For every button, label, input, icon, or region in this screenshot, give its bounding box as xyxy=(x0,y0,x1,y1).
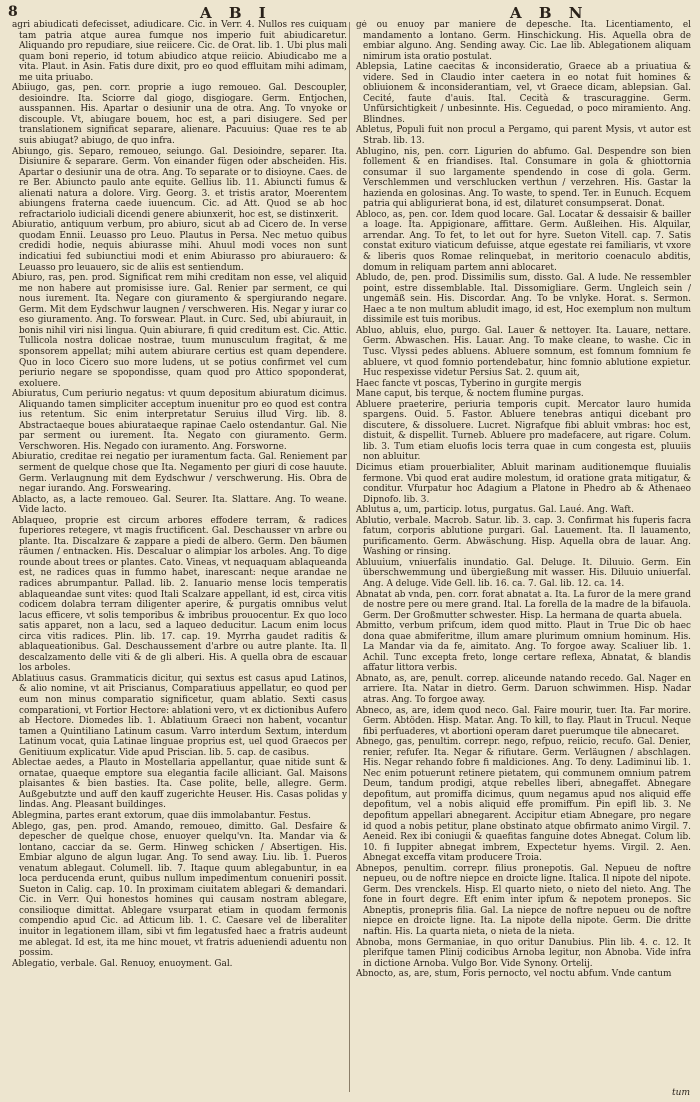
page-number: 8 xyxy=(8,4,18,20)
dictionary-entry: Abiungo, gis. Separo, remoueo, seiungo. Gal. Desioindre, separer. Ita. Disiunire & separare. Germ. Von einander fügen oder abscheiden. His. Apartar o desiunir una de otra. Ang. To separate or to disioyne. Caes. de re Ber. Abiuncto paulo ante equite. Gellius lib. 11. Abiuncti fumus & alienati natura a dolore. Virg. Georg. 3. et tristis arator, Moerentem abiungens fraterna caede iuuencum. Cic. ad Att. Quod se ab hoc refractariolo iudiciali dicendi genere abiunxerit, hoc est, se distinxerit. xyxy=(12,146,347,220)
dictionary-entry: Haec fancte vt poscas, Tyberino in gurgite mergis xyxy=(356,378,582,389)
dictionary-entry: Ablutio, verbale. Macrob. Satur. lib. 3. cap. 3. Confirmat his fuperis facra fatum, corporis ablutione purgari. Gal. Lauement. Ita. Il lauamento, purificamento. Germ. Abwäschung. Hisp. Aquella obra de lauar. Ang. Washing or rinsing. xyxy=(356,515,691,558)
dictionary-entry: Abiuratus, Cum periurio negatus: vt quum depositum abiuratum dicimus. Aliquando tamen simpliciter acceptum inuenitur pro eo quod est contra ius retentum. Sic enim interpretatur Seruius illud Virg. lib. 8. Abstractaeque boues abiurataeque rapinae Caelo ostendantur. Gal. Nie par serment ou iurement. Ita. Negato con giuramento. Germ. Verschworen. His. Negado con iuramento. Ang. Forsworne. xyxy=(12,389,347,452)
dictionary-entry: Mane caput, bis terque, & noctem flumine purgas. xyxy=(356,389,584,400)
dictionary-entry: Abneco, as, are, idem quod neco. Gal. Faire mourir, tuer. Ita. Far morire. Germ. Abtöden. Hisp. Matar. Ang. To kill, to flay. Plaut in Trucul. Neque fibi perfuaderes, vt abortioni operam daret puerumque tile abnecaret. xyxy=(356,705,691,737)
dictionary-entry: Abmitto, verbum prifcum, idem quod mitto. Plaut in True Dic ob haec dona quae abmiferitme, illum amare plurimum omnium hominum. His. La Mandar via da fe, aimitato. Ang. To forgoe away. Scaliuer lib. 1. Achil. Tunc excepta freto, longe certare reflexa, Abnatat, & blandis affatur littora verbis. xyxy=(356,621,691,674)
dictionary-entry: agri abiudicati defecisset, adiudicare. Cic. in Verr. 4. Nullos res cuiquam tam patria atque aurea fumque nos imperio fuit abiudicaretur. Aliquando pro repudiare, siue reiicere. Cic. de Orat. lib. 1. Ubi plus mali quam boni reperio, id totum abiudico atque reiicio. Abiudicabo me a vita. Plaut. in Asin. Fatis dure dixit, pro eo quod effluitam mihi adimam, me uita priuabo. xyxy=(12,20,347,83)
dictionary-entry: Ablaqueo, proprie est circum arbores effodere terram, & radices fuperiores retegere, vt magis fructificent. Gal. Deschausser vn arbre ou plante. Ita. Discalzare & zappare a piedi de albero. Germ. Den bäumen räumen / entnacken. His. Descaluar o alimpiar los arboles. Ang. To dige rounde about trees or plantes. Cato. Vineas, vt nequaquam ablaqueanda est, ne radices quas in fummo habet, inarescant: neque arandae ne radices abrumpantur. Pallad. lib. 2. Ianuario mense locis temperatis ablaqueandae sunt vites: quod Itali Scalzare appellant, id est, circa vitis codicem dolabra terram diligenter aperire, & purgatis omnibus velut lacus efficere, vt solis temporibus & imbribus prouocentur. Ex quo loco satis apparet, non a lacu, sed a laqueo deducitur. Lacum enim locus circa vitis radices. Plin. lib. 17. cap. 19. Myrrha gaudet raditis & ablaqueationibus. Gal. Deschaussement d'arbre ou autre plante. Ita. Il descalzamento delle viti & de gli alberi. His. A quella obra de escauar los arboles. xyxy=(12,515,347,674)
dictionary-entry: Abnatat ab vnda, pen. corr. forat abnatat a. Ita. La furor de la mere grand de nostre pere ou mere grand. Ital. La forella de la madre de la bifauola. Germ. Der Großmutter schwester. Hisp. La hermana de quarta abuela. xyxy=(356,589,691,621)
dictionary-entry: Ablepsia, Latine caecitas & inconsideratio, Graece ab a priuatiua & videre. Sed in Claudio inter caetera in eo notat fuit homines & obliuionem & inconsiderantiam, vel, vt Graece dicam, ablepsian. Gal. Cecité, faute d'auis. Ital. Cecità & trascuraggine. Germ. Unfürsichtigkeit / unbesinnte. His. Ceguedad, o poco miramiento. Ang. Blindnes. xyxy=(356,62,691,125)
catchword: tum xyxy=(672,1088,690,1098)
dictionary-entry: Abnato, as, are, penult. correp. aliceunde natando recedo. Gal. Nager en arriere. Ita. Natar in dietro. Germ. Daruon schwimmen. Hisp. Nadar atras. Ang. To forgoe away. xyxy=(356,673,691,705)
dictionary-entry: Ablutus a, um, particip. lotus, purgatus. Gal. Laué. Ang. Waft. xyxy=(356,505,634,516)
dictionary-entry: Abluuium, vniuerfalis inundatio. Gal. Deluge. It. Diluuio. Germ. Ein überschwemmung und übergießung mit wasser. His. Diluuio uniuerfal. Ang. A deluge. Vide Gell. lib. 16. ca. 7. Gal. lib. 12. ca. 14. xyxy=(356,557,691,589)
dictionary-entry: Ablacto, as, a lacte remoueo. Gal. Seurer. Ita. Slattare. Ang. To weane. Vide lacto. xyxy=(12,494,347,516)
dictionary-entry: Ablegatio, verbale. Gal. Renuoy, enuoyment. Gal. xyxy=(12,958,233,969)
running-head-right: A B N xyxy=(510,4,589,22)
dictionary-entry: Ablegmina, partes erant extorum, quae diis immolabantur. Festus. xyxy=(12,811,311,822)
dictionary-entry: Abnocto, as, are, stum, Foris pernocto, vel noctu abfum. Vnde cantum xyxy=(356,969,672,980)
dictionary-entry: Ablugino, nis, pen. corr. Ligurien do abfumo. Gal. Despendre son bien follement & en friandises. Ital. Consumare in gola & ghiottornia consumar il suo largamente spendendo in cose di gola. Germ. Verschlemmen und verschlucken verthun / verzehren. His. Gastar la hazienda en golosinas. Ang. To waste, to spend. Ter. in Eunuch. Ecquem patria qui abligurierat bona, id est, dilaturet consumpserat. Donat. xyxy=(356,146,691,210)
dictionary-entry: Abiiugo, gas, pen. corr. proprie a iugo remoueo. Gal. Descoupler, desioindre. Ita. Sciorre dal giogo, disgiogare. Germ. Entjochen, ausspannen. His. Apartar o desiunir una de otra. Ang. To vnyoke or discouple. Vt, abiugare bouem, hoc est, a pari disiugere. Sed per translationem significat separare, alienare. Pacuuius: Quae res te ab suis abiugat? abiugo, de quo infra. xyxy=(12,83,347,147)
dictionary-entry: Abiuro, ras, pen. prod. Significat rem mihi creditam non esse, vel aliquid me non habere aut promisisse iure. Gal. Renier par serment, ce qui nous iurement. Ita. Negare con giuramento & spergiurando negare. Germ. Mit dem Eydschwur laugnen / verschweren. His. Negar y iurar co eso giuramento. Ang. To forswear. Plaut. in Curc. Sed, ubi abiurauit, in bonis nihil viri nisi lingua. Quin abiurare, fi quid creditum est. Cic. Attic. Tullicola nostra dolicae nostrae, tuum munusculum fragitat, & me sponsorem appellat; mihi autem abiurare certius est quam dependere. Quo in loco Cicero suo more ludens, ut se potius confirmet vel cum periurio negare se spopondisse, quam quod pro Attico spoponderat, exoluere. xyxy=(12,273,347,389)
dictionary-entry: Abnoba, mons Germaniae, in quo oritur Danubius. Plin lib. 4. c. 12. It plerifque tamen Plinij codicibus Arnoba legitur, non Abnoba. Vide infra in dictione Arnoba. Vulgo Bor. Vide Synony. Ortelij. xyxy=(356,937,691,969)
right-column xyxy=(356,20,691,1095)
dictionary-entry: Abiuratio, creditae rei negatio per iuramentum facta. Gal. Reniement par serment de quelque chose que Ita. Negamento per giuri di cose hauute. Germ. Verlaugnung mit dem Eydschwur / verschwerung. His. Obra de negar iurando. Ang. Forswearing. xyxy=(12,452,347,495)
dictionary-entry: Abiuratio, antiquum verbum, pro abiuro, sicut ab ad Cicero de. In verse quodam Ennii. Leuasso pro Leuo. Plautus in Persa. Nec metuo quibus credidi hodie, nequis abiurasse mihi. Ahuul modi voces non sunt indicatiui fed subiunctiui modi et enim Abiurasso pro abiurauero: & Leuasso pro leuauero, sic de aliis est sentiendum. xyxy=(12,220,347,273)
column-divider xyxy=(349,22,350,1092)
dictionary-entry: Abletus, Populi fuit non procul a Pergamo, qui parent Mysis, vt autor est Strab. lib. 13. xyxy=(356,125,691,147)
dictionary-entry: Abnego, gas, penultim. correpr. nego, refpuo, reiicio, recufo. Gal. Denier, renier, refufer. Ita. Negar & rifiutare. Germ. Verläugnen / abschlagen. His. Negar rehando fobre fi maldiciones. Ang. To deny. Ladiminui lib. 1. Nec enim potuerunt retinere pietatem, qui communem omnium patrem Deum, tandum prodigi, atque rebelles liberi, abnegaffet. Abnegare depofitum, aut promiffa dicimus, quum negamus apud nos aliquid effe depofitum, vel a nobis aliquid effe promiffum. Pin epifl lib. 3. Ne depofitum appellari abnegarent. Accipitur etiam Abnegare, pro negare id quod a nobis petitur, plane obstinato atque obfirmato animo Virgil. 7. Aeneid. Rex ibi coniugii & quaefitas fanguine dotes Abnegat. Colum lib. 10. fi Iuppiter abnegat imbrem, Expectetur hyems. Virgil. 2. Aen. Abnegat exceffa vitam producere Troia. xyxy=(356,737,691,864)
left-column xyxy=(12,20,347,1095)
dictionary-entry: Abludo, de, pen. prod. Dissimilis sum, dissto. Gal. A lude. Ne ressembler point, estre dissemblable. Ital. Dissomigliare. Germ. Ungleich sein / ungemäß sein. His. Discordar. Ang. To be vnlyke. Horat. s. Sermon. Haec a te non multum abludit imago, id est, Hoc exemplum non multum dissimile est tuis moribus. xyxy=(356,273,691,326)
dictionary-entry: Ablatiuus casus. Grammaticis dicitur, qui sextus est casus apud Latinos, & alio nomine, vt ait Priscianus, Comparatiuus appellatur, eo quod per eum non minus comparatio significetur, quam ablatio. Sexti casus comparationi, vt Fortior Hectore: ablationi vero, vt ex dictionibus Aufero ab Hectore. Diomedes lib. 1. Ablatiuum Graeci non habent, vocantur tamen a Quintiliano Latinum casum. Varro interdum Sextum, interdum Latinum vocat, quia Latinae linguae proprius est, uel quod Graecos per Genitiuum explicatur. Vide apud Priscian. lib. 5. cap. de casibus. xyxy=(12,673,347,758)
running-head-left: A B I xyxy=(200,4,272,22)
dictionary-entry: Dicimus etiam prouerbialiter, Abluit marinam auditionemque fluuialis fermone. Vbi quod erat audire molestum, id oratione grata mitigatur, & conditur. Vfurpatur hoc Adagium a Platone in Phedro ab & Athenaeo Dipnofo. lib. 3. xyxy=(356,462,691,505)
dictionary-entry: Abloco, as, pen. cor. Idem quod locare. Gal. Locatar & dessaisir & bailler a loage. Ita. Appigionare, affittare. Germ. Außleihen. His. Alquilar, arrendar. Ang. To fet, to let out for hyre. Sueton Vitell. cap. 7. Satis constat exituro viaticum defuisse, atque egestate rei familiaris, vt vxore & liberis quos Romae relinquebat, in meritorio coenaculo abditis, domum in reliquam partem anni ablocaret. xyxy=(356,209,691,273)
dictionary-entry: Abluo, abluis, eluo, purgo. Gal. Lauer & nettoyer. Ita. Lauare, nettare. Germ. Abwaschen. His. Lauar. Ang. To make cleane, to washe. Cic in Tusc. Vlyssi pedes abluens. Abluere somnum, est fomnum fomnium fe abluere, vt quod fomnio portendebatur, hinc fomnio ablutione expietur. Huc respexisse videtur Persius Sat. 2. quum ait, xyxy=(356,325,691,379)
dictionary-entry: Abluere praeterire, periuria temporis cupit. Mercator lauro humida spargens. Ouid. 5. Fastor. Abluere tenebras antiqui dicebant pro discutere, & dissoluere. Lucret. Nigrafque fibi abluit vmbras: hoc est, distuit, & dispellit. Turneb. Abluere pro madefacere, aut rigare. Colum. lib. 3. Tum etiam eluofis locis terra quae in cum congesta est, pluuiis non abluitur. xyxy=(356,399,691,463)
dictionary-entry: Ablectae aedes, a Plauto in Mostellaria appellantur, quae nitide sunt & ornatae, quaeque emptore sua elegantia facile alliciant. Gal. Maisons plaisantes & bien basties. Ita. Case polite, belle, allegre. Germ. Außgebutzte und auff den kauff zugerichte Heuser. His. Casas polidas y lindas. Ang. Pleasant buildinges. xyxy=(12,758,347,811)
dictionary-entry: gé ou enuoy par maniere de depesche. Ita. Licentiamento, el mandamento a lontano. Germ. Hinschickung. His. Aquella obra de embiar alguno. Ang. Sending away. Cic. Lae lib. Ablegationem aliquam nimirum ista oratio postulat. xyxy=(356,20,691,62)
dictionary-entry: Ablego, gas, pen. prod. Amando, remoueo, dimitto. Gal. Desfaire & depescher de quelque chose, enuoyer quelqu'vn. Ita. Mandar via & lontano, cacciar da se. Germ. Hinweg schicken / Absertigen. His. Embiar alguno de algun lugar. Ang. To send away. Liu. lib. 1. Pueros venatum ablegaut. Columell. lib. 7. Itaque quum ablegabuntur, in ea loca perducenda erunt, quibus nullum impedimentum conueniri possit. Sueton in Calig. cap. 10. In proximam ciuitatem ablegari & demandari. Cic. in Verr. Qui honestos homines qui causam nostram ablegare, consilioque dimittat. Ablegare vsurparat etiam in quodam fermonis compendio apud Cic. ad Atticum lib. 1. C. Caesare vel de liberaliter inuitor in legationem illam, sibi vt fim legatusfed haec a fratris audeunt me ablegat. Id est, ita me hinc mouet, vt fratris adueniendi aduentu non possim. xyxy=(12,821,347,959)
dictionary-entry: Abnepos, penultim. correpr. filius pronepotis. Gal. Nepueu de noftre nepueu, ou de noftre niepce en droicte ligne. Italica. Il nipote del nipote. Germ. Des vrenckels. Hisp. El quarto nieto, o nieto del nieto. Ang. The fone in fourt degre. Eft enim inter ipfum & nepotem pronepos. Sic Abneptis, pronepris filia. Gal. La niepce de noftre nepueu ou de noftre niepce en droicte ligne. Ita. La nipote della nipote. Germ. Die dritte naftin. His. La quarta nieta, o nieta de la nieta. xyxy=(356,863,691,938)
